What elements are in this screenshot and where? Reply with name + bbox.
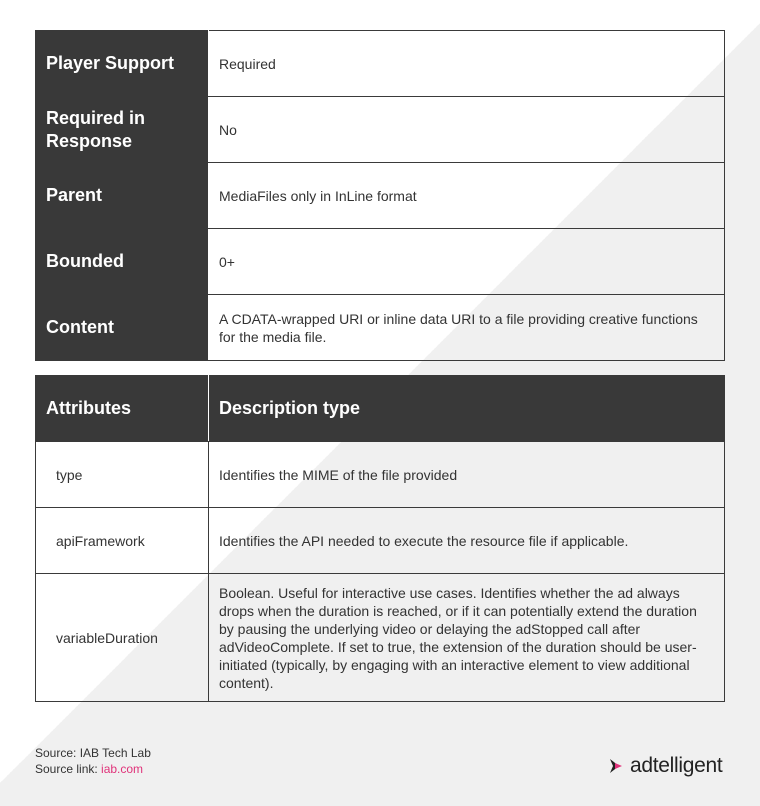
table-row: [36, 295, 725, 361]
attributes-header: Attributes: [36, 376, 209, 442]
source-link-label: Source link:: [35, 762, 102, 776]
attribute-description: Identifies the MIME of the file provided: [209, 442, 725, 508]
source-info: [35, 745, 151, 777]
table-row: [36, 442, 725, 508]
description-header: Description type: [209, 376, 725, 442]
row-label: Content: [36, 295, 209, 361]
row-value: MediaFiles only in InLine format: [209, 163, 725, 229]
row-value: 0+: [209, 229, 725, 295]
source-value: IAB Tech Lab: [79, 746, 151, 760]
attribute-name: apiFramework: [36, 508, 209, 574]
table-row: [36, 508, 725, 574]
source-label: Source:: [35, 746, 80, 760]
row-value: No: [209, 97, 725, 163]
table-row: [36, 31, 725, 97]
row-label: Parent: [36, 163, 209, 229]
brand-name: adtelligent: [630, 754, 723, 777]
row-label: Required in Response: [36, 97, 209, 163]
table-header-row: [36, 376, 725, 442]
table-row: [36, 574, 725, 702]
table-row: [36, 97, 725, 163]
source-link[interactable]: iab.com: [101, 762, 144, 776]
attributes-table: [35, 375, 725, 702]
attribute-name: type: [36, 442, 209, 508]
brand-arrow-icon: [610, 759, 626, 773]
row-label: Bounded: [36, 229, 209, 295]
table-row: [36, 163, 725, 229]
row-value: Required: [209, 31, 725, 97]
brand-logo: [610, 754, 722, 778]
attribute-description: Identifies the API needed to execute the resource file if applicable.: [209, 508, 725, 574]
row-label: Player Support: [36, 31, 209, 97]
table-row: [36, 229, 725, 295]
attribute-name: variableDuration: [36, 574, 209, 702]
element-info-table: [35, 30, 725, 361]
attribute-description: Boolean. Useful for interactive use cases. Identifies whether the ad always drops when the duration is reached, or if it can potentially extend the duration by pausing the underlying video or delaying the adStopped call after adVideoComplete. If set to true, the extension of the duration should be user-initiated (typically, by engaging with an interactive element to view additional content).: [209, 574, 725, 702]
row-value: A CDATA-wrapped URI or inline data URI to a file providing creative functions for the media file.: [209, 295, 725, 361]
